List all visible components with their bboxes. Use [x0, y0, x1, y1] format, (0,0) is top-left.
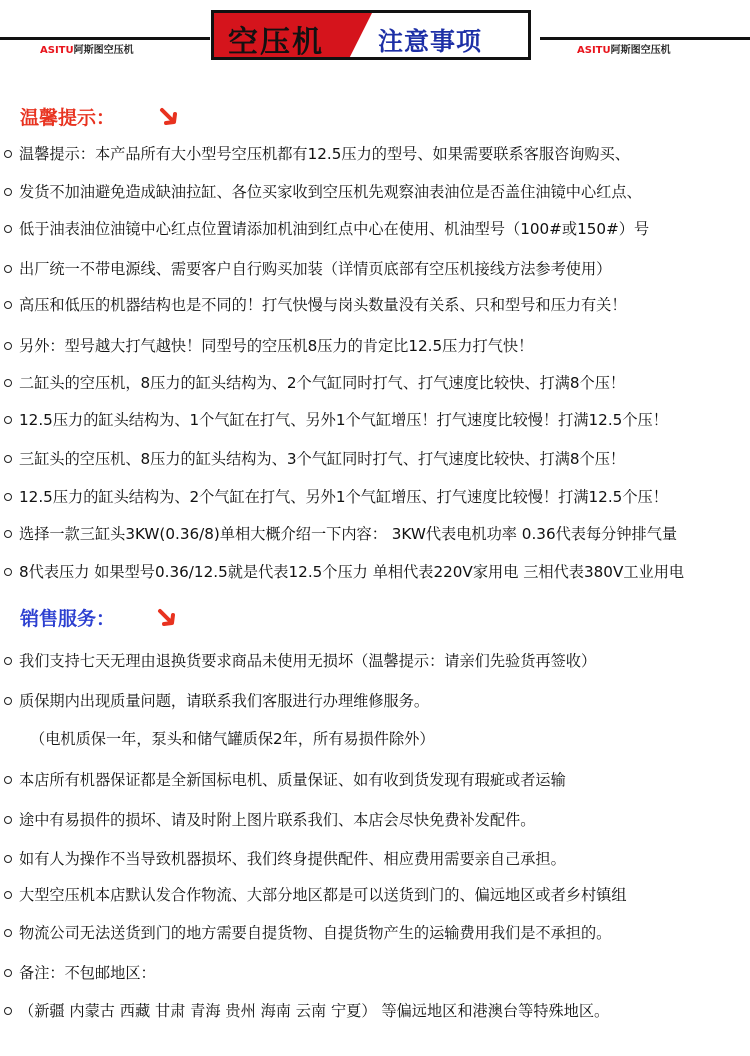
bullet-icon: [4, 855, 12, 863]
tips-heading: 温馨提示：: [20, 107, 116, 129]
bullet-icon: [4, 816, 12, 824]
brand-left: [40, 41, 134, 56]
bullet-icon: [4, 188, 12, 196]
brand-right-cn: 阿斯图空压机: [610, 45, 671, 56]
page-header: [0, 0, 750, 70]
bullet-icon: [4, 891, 12, 899]
service-item: 如有人为操作不当导致机器损坏、我们终身提供配件、相应费用需要亲自己承担。: [0, 844, 750, 874]
brand-left-latin: ASITU: [40, 45, 74, 56]
service-item: （新疆 内蒙古 西藏 甘肃 青海 贵州 海南 云南 宁夏） 等偏远地区和港澳台等特殊地区。: [0, 996, 750, 1026]
brand-right-latin: ASITU: [577, 45, 611, 56]
tip-item: 12.5压力的缸头结构为、1个气缸在打气、另外1个气缸增压！打气速度比较慢！打满12.5个压！: [0, 405, 750, 435]
arrow-down-right-icon: [158, 106, 180, 128]
title-red-text: 空压机: [228, 25, 324, 60]
tip-item: 另外：型号越大打气越快！同型号的空压机8压力的肯定比12.5压力打气快！: [0, 331, 750, 361]
bullet-icon: [4, 657, 12, 665]
bullet-icon: [4, 969, 12, 977]
service-heading: 销售服务：: [20, 608, 116, 630]
title-banner: [211, 10, 531, 60]
tip-item: 选择一款三缸头3KW(0.36/8)单相大概介绍一下内容： 3KW代表电机功率 0.36代表每分钟排气量: [0, 519, 750, 549]
service-item: 我们支持七天无理由退换货要求商品未使用无损坏（温馨提示：请亲们先验货再签收）: [0, 646, 750, 676]
title-blue-text: 注意事项: [378, 27, 483, 56]
arrow-down-right-icon: [156, 607, 178, 629]
bullet-icon: [4, 301, 12, 309]
bullet-icon: [4, 929, 12, 937]
header-rule-left: [0, 37, 210, 40]
bullet-icon: [4, 530, 12, 538]
service-item: 物流公司无法送货到门的地方需要自提货物、自提货物产生的运输费用我们是不承担的。: [0, 918, 750, 948]
bullet-icon: [4, 225, 12, 233]
tip-item: 三缸头的空压机、8压力的缸头结构为、3个气缸同时打气、打气速度比较快、打满8个压！: [0, 444, 750, 474]
bullet-icon: [4, 455, 12, 463]
bullet-icon: [4, 697, 12, 705]
brand-right: [577, 41, 671, 56]
service-item: 备注：不包邮地区：: [0, 958, 750, 988]
bullet-icon: [4, 416, 12, 424]
bullet-icon: [4, 776, 12, 784]
service-item: 质保期内出现质量问题，请联系我们客服进行办理维修服务。: [0, 686, 750, 716]
tip-item: 出厂统一不带电源线、需要客户自行购买加装（详情页底部有空压机接线方法参考使用）: [0, 254, 750, 284]
bullet-icon: [4, 342, 12, 350]
bullet-icon: [4, 265, 12, 273]
bullet-icon: [4, 1007, 12, 1015]
service-item: 大型空压机本店默认发合作物流、大部分地区都是可以送货到门的、偏远地区或者乡村镇组: [0, 880, 750, 910]
bullet-icon: [4, 150, 12, 158]
tip-item: 高压和低压的机器结构也是不同的！打气快慢与岗头数量没有关系、只和型号和压力有关！: [0, 290, 750, 320]
header-rule-right: [540, 37, 750, 40]
tip-item: 8代表压力 如果型号0.36/12.5就是代表12.5个压力 单相代表220V家用电 三相代表380V工业用电: [0, 557, 750, 587]
bullet-icon: [4, 568, 12, 576]
bullet-icon: [4, 493, 12, 501]
tip-item: 温馨提示：本产品所有大小型号空压机都有12.5压力的型号、如果需要联系客服咨询购买、: [0, 139, 750, 169]
bullet-icon: [4, 379, 12, 387]
service-item: 途中有易损件的损坏、请及时附上图片联系我们、本店会尽快免费补发配件。: [0, 805, 750, 835]
tip-item: 低于油表油位油镜中心红点位置请添加机油到红点中心在使用、机油型号（100#或150#）号: [0, 214, 750, 244]
service-item: 本店所有机器保证都是全新国标电机、质量保证、如有收到货发现有瑕疵或者运输: [0, 765, 750, 795]
tip-item: 发货不加油避免造成缺油拉缸、各位买家收到空压机先观察油表油位是否盖住油镜中心红点、: [0, 177, 750, 207]
tip-item: 12.5压力的缸头结构为、2个气缸在打气、另外1个气缸增压、打气速度比较慢！打满12.5个压！: [0, 482, 750, 512]
brand-left-cn: 阿斯图空压机: [73, 45, 134, 56]
tip-item: 二缸头的空压机，8压力的缸头结构为、2个气缸同时打气、打气速度比较快、打满8个压！: [0, 368, 750, 398]
service-item: （电机质保一年，泵头和储气罐质保2年，所有易损件除外）: [30, 730, 435, 748]
